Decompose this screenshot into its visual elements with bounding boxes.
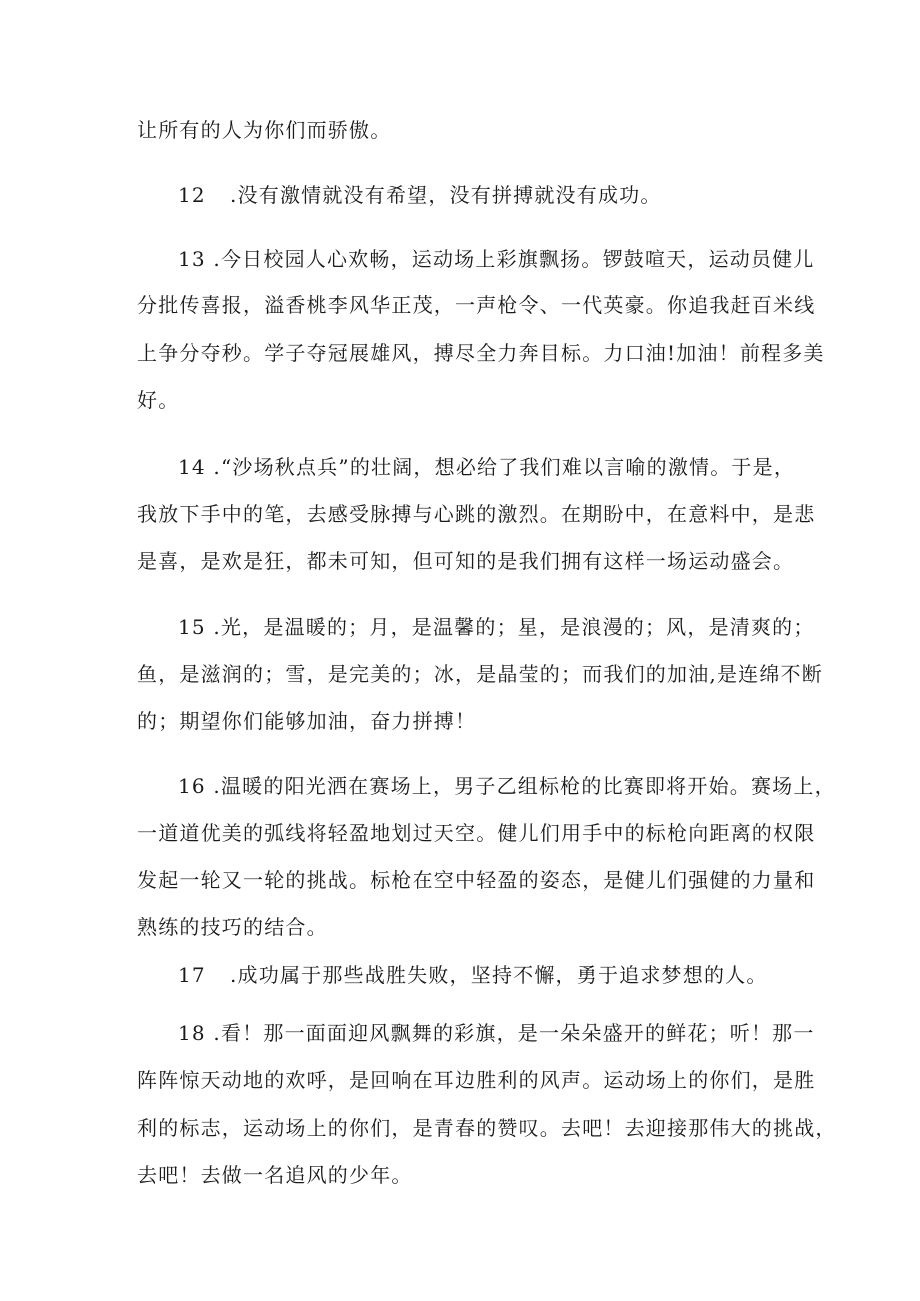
item-13-line-1: 13 .今日校园人心欢畅，运动场上彩旗飘扬。锣鼓喧天，运动员健儿	[178, 247, 815, 271]
item-16-line-1: 16 .温暖的阳光洒在赛场上，男子乙组标枪的比赛即将开始。赛场上，	[178, 774, 836, 798]
item-13-line-3: 上争分夺秒。学子夺冠展雄风，搏尽全力奔目标。力口油!加油！前程多美	[137, 341, 825, 365]
item-18-line-2: 阵阵惊天动地的欢呼，是回响在耳边胜利的风声。运动场上的你们，是胜	[137, 1068, 816, 1092]
item-17	[178, 961, 768, 989]
item-16-line-3: 发起一轮又一轮的挑战。标枪在空中轻盈的姿态，是健儿们强健的力量和	[137, 868, 816, 892]
item-18-line-1: 18 .看！那一面面迎风飘舞的彩旗，是一朵朵盛开的鲜花；听！那一	[178, 1021, 815, 1045]
item-text: .没有激情就没有希望，没有拼搏就没有成功。	[230, 183, 662, 207]
item-16-line-4: 熟练的技巧的结合。	[137, 915, 328, 939]
item-12	[178, 181, 662, 209]
item-15-line-1: 15 .光，是温暖的；月，是温馨的；星，是浪漫的；风，是清爽的；	[178, 615, 815, 639]
item-16-line-2: 一道道优美的弧线将轻盈地划过天空。健儿们用手中的标枪向距离的权限	[137, 821, 816, 845]
item-number: 12	[178, 183, 206, 207]
paragraph-11-line-end: 让所有的人为你们而骄傲。	[137, 118, 392, 142]
item-15-line-2: 鱼，是滋润的；雪，是完美的；冰，是晶莹的；而我们的加油,是连绵不断	[137, 662, 823, 686]
item-14-line-3: 是喜，是欢是狂，都未可知，但可知的是我们拥有这样一场运动盛会。	[137, 549, 795, 573]
item-13-line-2: 分批传喜报，溢香桃李风华正茂，一声枪令、一代英豪。你追我赶百米线	[137, 293, 816, 317]
item-number: 17	[178, 963, 206, 987]
item-18-line-4: 去吧！去做一名追风的少年。	[137, 1163, 413, 1187]
item-13-line-4: 好。	[137, 388, 180, 412]
item-14-line-2: 我放下手中的笔，去感受脉搏与心跳的激烈。在期盼中，在意料中，是悲	[137, 502, 816, 526]
item-18-line-3: 利的标志，运动场上的你们，是青春的赞叹。去吧！去迎接那伟大的挑战，	[137, 1116, 837, 1140]
item-text: .成功属于那些战胜失败，坚持不懈，勇于追求梦想的人。	[230, 963, 768, 987]
item-15-line-3: 的；期望你们能够加油，奋力拼搏！	[137, 709, 477, 733]
item-14-line-1: 14 .“沙场秋点兵”的壮阔，想必给了我们难以言喻的激情。于是，	[178, 455, 796, 479]
